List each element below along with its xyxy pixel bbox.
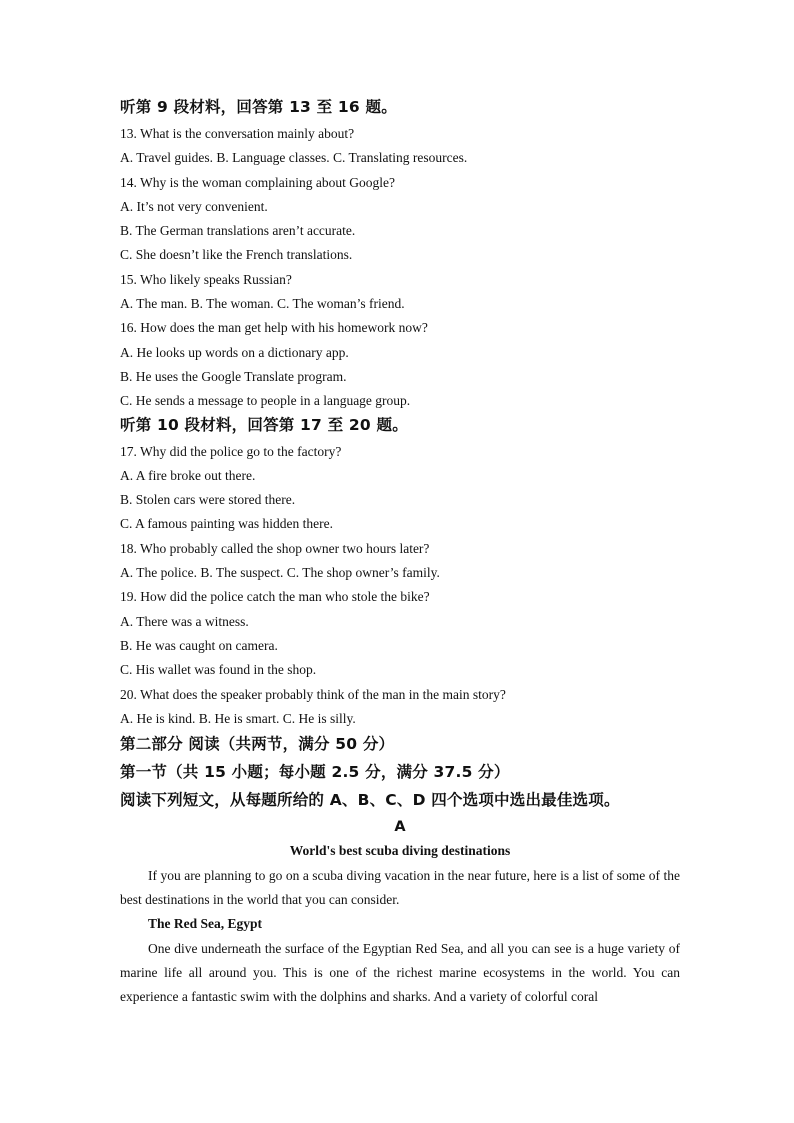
section-heading-9: 听第 9 段材料，回答第 13 至 16 题。	[120, 98, 397, 116]
question-line: 14. Why is the woman complaining about Google?	[120, 174, 395, 190]
option-line: A. There was a witness.	[120, 613, 249, 629]
question-line: 18. Who probably called the shop owner two hours later?	[120, 540, 430, 556]
question-line: 19. How did the police catch the man who stole the bike?	[120, 589, 430, 605]
article-intro: If you are planning to go on a scuba diving vacation in the near future, here is a list of some of the best destinations in the world that you can consider.	[120, 867, 680, 908]
article-subtitle: The Red Sea, Egypt	[148, 916, 263, 932]
option-line: C. She doesn’t like the French translations.	[120, 247, 353, 263]
page-content	[120, 96, 680, 1010]
option-line: A. Travel guides. B. Language classes. C. Translating resources.	[120, 150, 468, 166]
question-line: 15. Who likely speaks Russian?	[120, 271, 292, 287]
question-list-9	[120, 122, 680, 414]
article-paragraph: One dive underneath the surface of the Egyptian Red Sea, and all you can see is a huge variety of marine life all around you. This is one of the richest marine ecosystems in the world. You can experience a fantastic swim with the dolphins and sharks. And a variety of colorful coral	[120, 940, 680, 1005]
section-heading-10: 听第 10 段材料，回答第 17 至 20 题。	[120, 415, 408, 434]
option-line: A. A fire broke out there.	[120, 467, 256, 483]
part-instruction: 阅读下列短文，从每题所给的 A、B、C、D 四个选项中选出最佳选项。	[120, 791, 620, 810]
question-line: 20. What does the speaker probably think of the man in the main story?	[120, 686, 506, 702]
part-heading: 第二部分 阅读（共两节，满分 50 分）	[120, 735, 395, 754]
option-line: B. He was caught on camera.	[120, 637, 278, 653]
question-line: 13. What is the conversation mainly about?	[120, 126, 355, 141]
question-list-10	[120, 440, 680, 732]
article-title: World's best scuba diving destinations	[289, 843, 511, 859]
option-line: B. Stolen cars were stored there.	[120, 492, 296, 508]
part-subheading: 第一节（共 15 小题；每小题 2.5 分，满分 37.5 分）	[120, 763, 510, 782]
option-line: C. A famous painting was hidden there.	[120, 516, 333, 532]
option-line: B. The German translations aren’t accurate.	[120, 223, 356, 239]
option-line: C. His wallet was found in the shop.	[120, 662, 317, 678]
question-line: 17. Why did the police go to the factory?	[120, 443, 342, 459]
option-line: A. The police. B. The suspect. C. The shop owner’s family.	[120, 565, 440, 581]
option-line: B. He uses the Google Translate program.	[120, 368, 347, 384]
option-line: A. It’s not very convenient.	[120, 198, 268, 214]
option-line: C. He sends a message to people in a language group.	[120, 393, 411, 409]
question-line: 16. How does the man get help with his homework now?	[120, 320, 428, 336]
option-line: A. He is kind. B. He is smart. C. He is silly.	[120, 710, 356, 726]
option-line: A. The man. B. The woman. C. The woman’s friend.	[120, 296, 405, 312]
article-letter: A	[394, 819, 406, 836]
option-line: A. He looks up words on a dictionary app.	[120, 344, 349, 360]
